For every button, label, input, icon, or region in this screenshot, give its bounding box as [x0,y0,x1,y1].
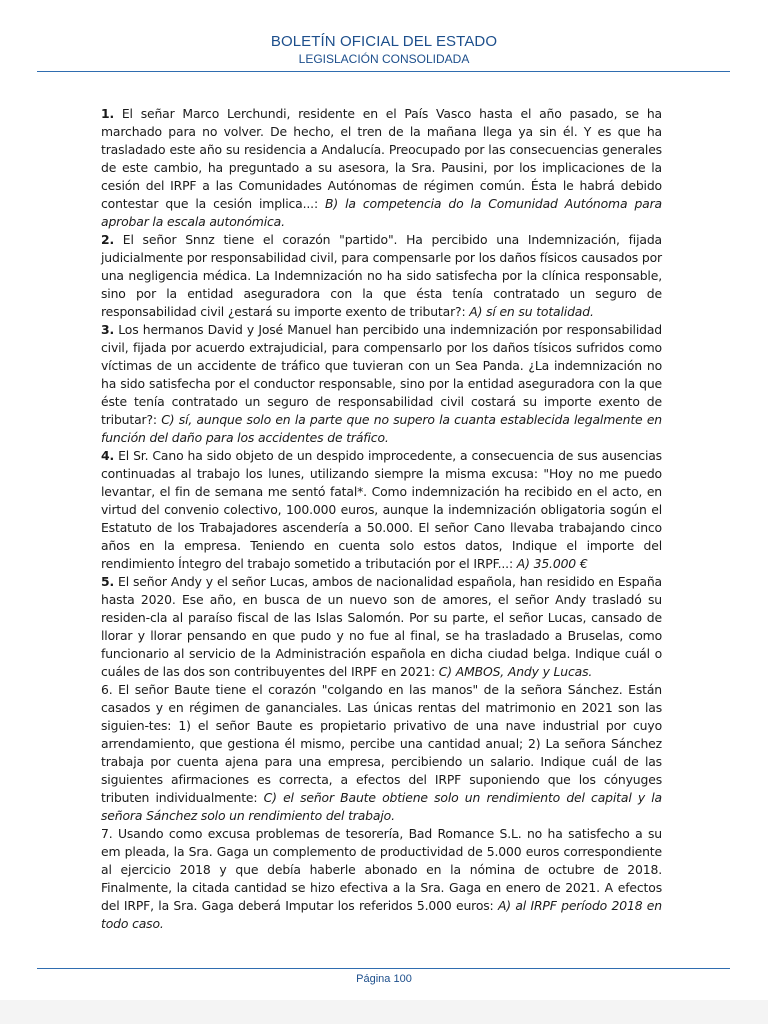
question-text: El señor Andy y el señor Lucas, ambos de nacionalidad española, han residido en España hasta 2020. Ese año, en busca de un nuevo son de amores, el señor Andy trasladó su residen-cla al paraíso fiscal de las Islas Salomón. Por su parte, el señor Lucas, cansado de llorar y llorar pensando en que pudo y no fue al final, se ha trasladado a Bruselas, como funcionario al servicio de la Administración española en dicha ciudad belga. Indique cuál o cuáles de las dos son contribuyentes del IRPF en 2021: [101,574,662,679]
question-answer: C) AMBOS, Andy y Lucas. [438,664,593,679]
question-text: El Sr. Cano ha sido objeto de un despido improcedente, a consecuencia de sus ausencias continuadas al trabajo los lunes, utilizando siempre la misma excusa: "Hoy no me puedo levantar, el fin de semana me sentó fatal*. Como indemnización ha recibido en el acto, en virtud del convenio colectivo, 100.000 euros, aunque la indemnización obligatoria sogún el Estatuto de los Trabajadores ascendería a 50.000. El señor Cano llevaba trabajando cinco años en la empresa. Teniendo en cuenta solo estos datos, Indique el importe del rendimiento Íntegro del trabajo sometido a tributación por el IRPF...: [101,448,662,571]
footer-divider [37,968,730,969]
question-answer: A) 35.000 € [516,556,588,571]
question-number: 1. [101,106,115,121]
page-footer [0,973,768,985]
question-2 [101,231,662,321]
question-3 [101,321,662,447]
question-answer: B) la competencia do la Comunidad Autónoma para aprobar la escala autonómica. [101,196,662,229]
question-number: 3. [101,322,115,337]
page-number: Página 100 [356,973,412,985]
header-title: BOLETÍN OFICIAL DEL ESTADO [270,33,498,50]
question-answer: C) el señor Baute obtiene solo un rendimiento del capital y la señora Sánchez solo un rendimiento del trabajo. [101,790,662,823]
question-5 [101,573,662,681]
question-text: Los hermanos David y José Manuel han percibido una indemnización por responsabilidad civil, fijada por acuerdo extrajudicial, para compensarlo por los daños tísicos sufridos como víctimas de un accidente de tráfico que tuvieran con un Sea Panda. ¿La indemnización no ha sido satisfecha por el conductor responsable, sino por la entidad aseguradora con la que éste tenía contratado un seguro de responsabilidad civil costará su importe exento de tributar?: [101,322,662,427]
question-text: 7. Usando como excusa problemas de tesorería, Bad Romance S.L. no ha satisfecho a su em pleada, la Sra. Gaga un complemento de productividad de 5.000 euros correspondiente al ejercicio 2018 y que debía haberle abonado en la nómina de octubre de 2018. Finalmente, la citada cantidad se hizo efectiva a la Sra. Gaga en enero de 2021. A efectos del IRPF, la Sra. Gaga deberá Imputar los referidos 5.000 euros: [101,826,662,913]
question-answer: A) sí en su totalidad. [469,304,594,319]
header-subtitle: LEGISLACIÓN CONSOLIDADA [298,52,470,66]
header-divider [37,71,730,72]
document-body [101,105,662,933]
question-answer: C) sí, aunque solo en la parte que no supero la cuanta establecida legalmente en función del daño para los accidentes de tráfico. [101,412,663,445]
question-text: El señar Marco Lerchundi, residente en el País Vasco hasta el año pasado, se ha marchado para no volver. De hecho, el tren de la mañana llega ya sin él. Y es que ha trasladado este año su residencia a Andalucía. Preocupado por las consecuencias generales de este cambio, ha preguntado a su asesora, la Sra. Pausini, por los implicaciones de la cesión del IRPF a las Comunidades Autónomas de régimen común. Ésta le habrá debido contestar que la cesión implica...: [101,106,662,211]
question-text: El señor Snnz tiene el corazón "partido". Ha percibido una Indemnización, fijada judicialmente por responsabilidad civil, para compensarle por los daños físicos causados por una negligencia médica. La Indemnización no ha sido satisfecha por la clínica responsable, sino por la entidad aseguradora con la que ésta tenía contratado un seguro de responsabilidad civil ¿estará su importe exento de tributar?: [101,232,662,319]
page-header [0,33,768,67]
question-number: 5. [101,574,115,589]
question-1 [101,105,662,231]
question-7 [101,825,662,933]
question-text: 6. El señor Baute tiene el corazón "colgando en las manos" de la señora Sánchez. Están casados y en régimen de gananciales. Las únicas rentas del matrimonio en 2021 son las siguien-tes: 1) el señor Baute es propietario privativo de una nave industrial por cuyo arrendamiento, que gestiona él mismo, percibe una cantidad anual; 2) La señora Sánchez trabaja por cuenta ajena para una empresa, percibiendo un salario. Indique cuál de las siguientes afirmaciones es correcta, a efectos del IRPF suponiendo que los cónyuges tributen individualmente: [101,682,662,805]
question-6 [101,681,662,825]
question-number: 2. [101,232,115,247]
question-answer: A) al IRPF período 2018 en todo caso. [101,898,662,931]
question-4 [101,447,662,573]
question-number: 4. [101,448,115,463]
